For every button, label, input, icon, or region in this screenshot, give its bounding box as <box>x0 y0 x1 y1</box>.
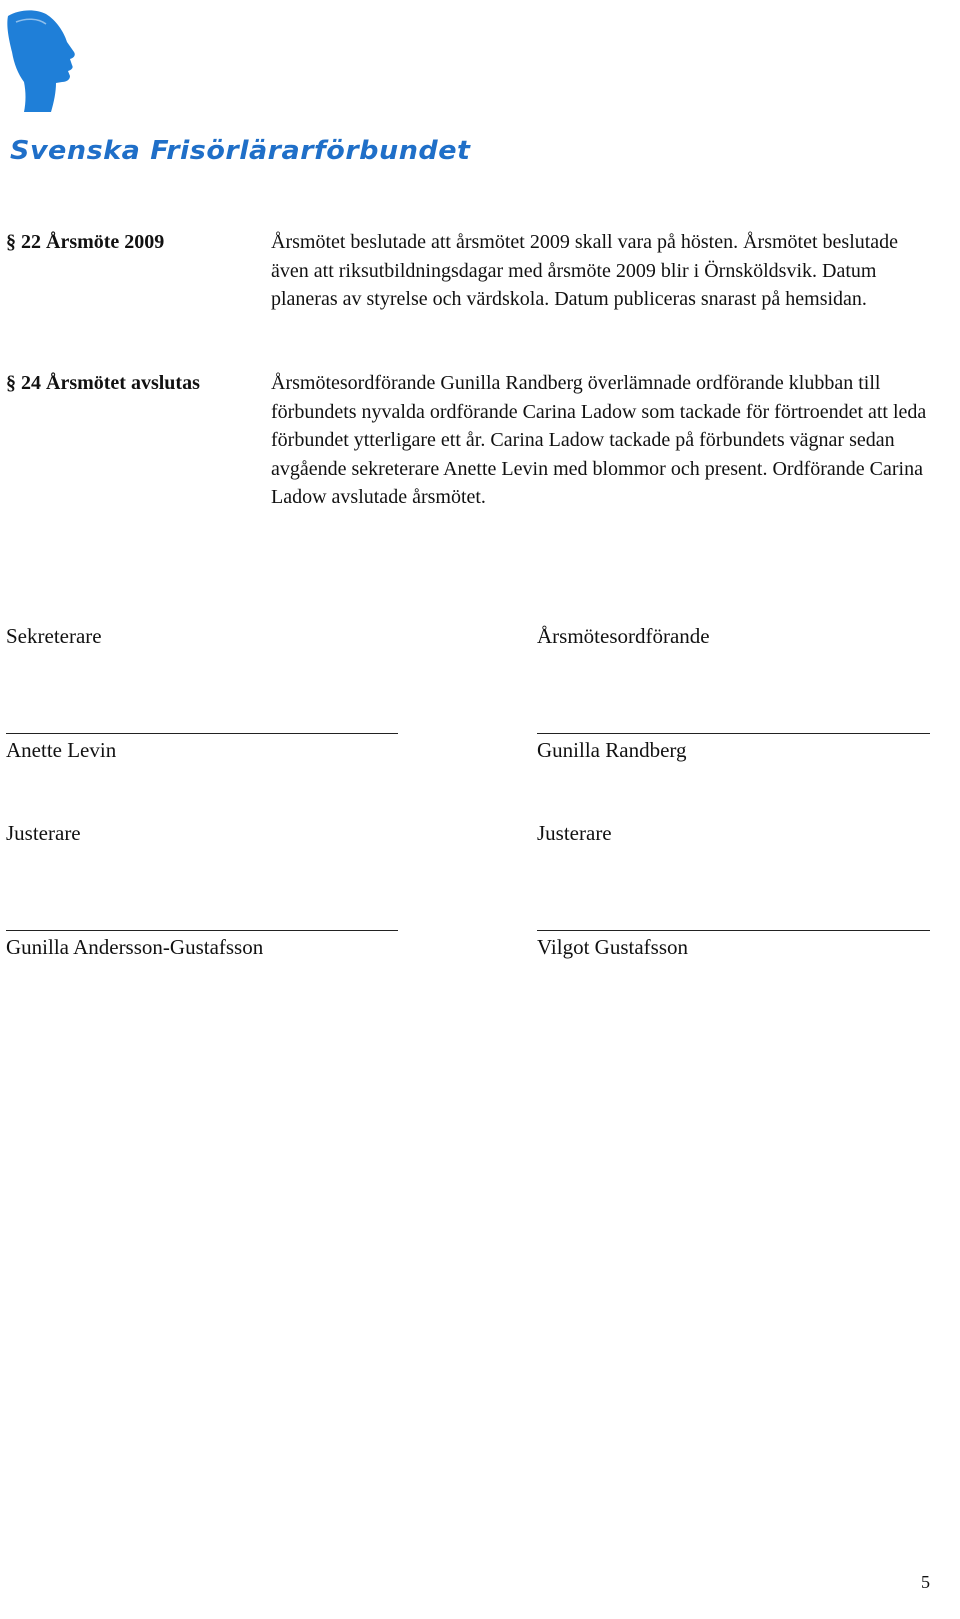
signature-role-secretary: Sekreterare <box>6 624 102 648</box>
organization-wordmark: Svenska Frisörlärarförbundet <box>10 136 471 166</box>
signature-name-adjuster-left: Gunilla Andersson-Gustafsson <box>6 935 264 959</box>
signature-role-chair: Årsmötesordförande <box>537 624 710 648</box>
signature-name-adjuster-right: Vilgot Gustafsson <box>537 935 688 959</box>
nefertiti-head-icon <box>4 8 84 113</box>
section-body: Årsmötesordförande Gunilla Randberg överlämnade ordförande klubban till förbundets nyvalda ordförande Carina Ladow som tackade för förtroendet att leda förbundet ytterligare ett år. Carina Ladow tackade på förbundets vägnar sedan avgående sekreterare Anette Levin med blommor och present. Ordförande Carina Ladow avslutade årsmötet. <box>271 372 927 508</box>
signature-line <box>6 930 398 931</box>
signature-role-adjuster-right: Justerare <box>537 821 612 845</box>
organization-logo <box>4 8 471 178</box>
signature-role-adjuster-left: Justerare <box>6 821 81 845</box>
signature-line <box>537 930 930 931</box>
page-number: 5 <box>921 1572 930 1592</box>
signature-name-secretary: Anette Levin <box>6 738 117 762</box>
section-heading: § 22 Årsmöte 2009 <box>6 231 165 253</box>
signature-line <box>6 733 398 734</box>
signature-name-chair: Gunilla Randberg <box>537 738 687 762</box>
signature-line <box>537 733 930 734</box>
section-heading: § 24 Årsmötet avslutas <box>6 372 200 394</box>
section-body: Årsmötet beslutade att årsmötet 2009 skall vara på hösten. Årsmötet beslutade även att riksutbildningsdagar med årsmöte 2009 blir i Örnsköldsvik. Datum planeras av styrelse och värdskola. Datum publiceras snarast på hemsidan. <box>271 231 899 310</box>
